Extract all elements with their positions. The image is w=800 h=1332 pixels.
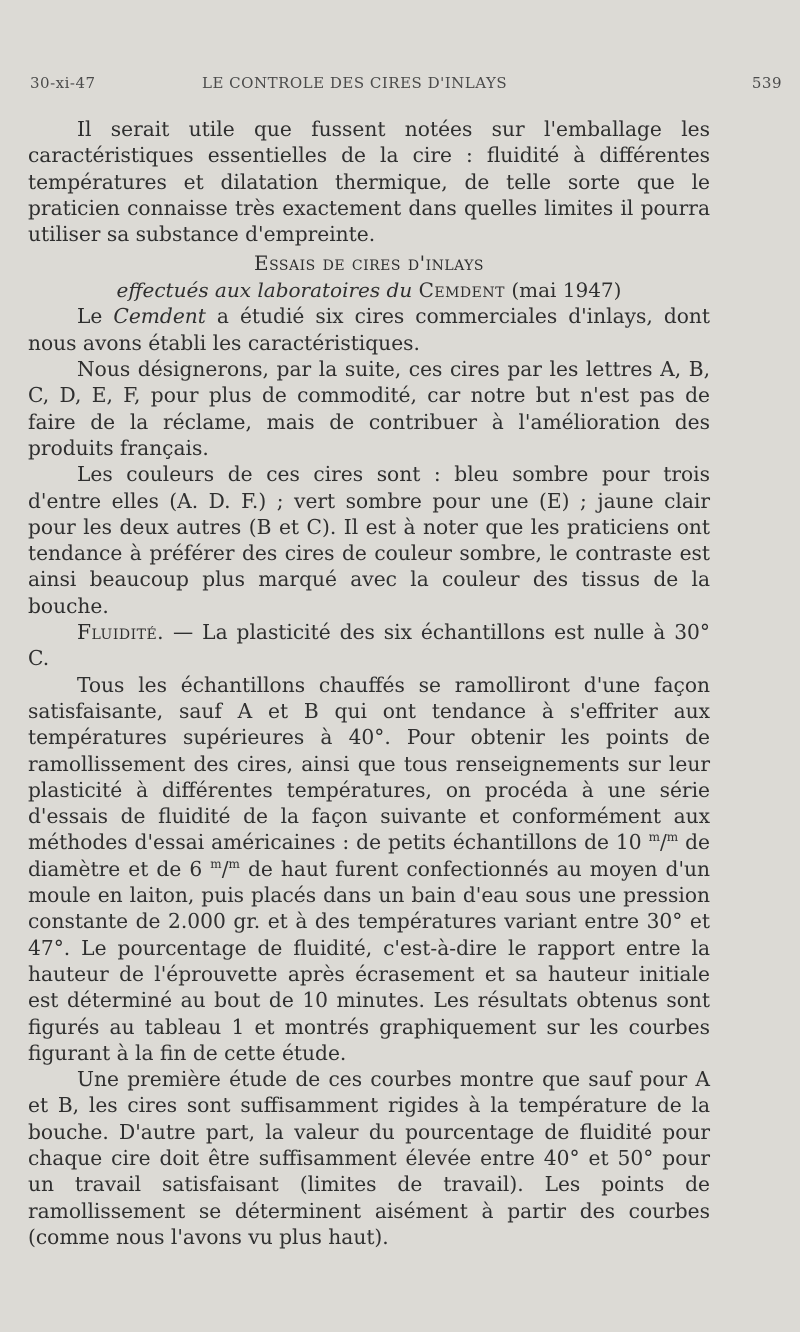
- unit-m-1: m: [648, 830, 660, 845]
- samples-text-c: de haut furent confectionnés au moyen d'un moule en laiton, puis placés dans un bain d'eau sous une pression constante de 2.000 gr. et à des températures variant entre 30° et 47°. Le pourcentage de fluidité, c'est-à-dire le rapport entre la hauteur de l'éprouvette après écrasement et sa hauteur initiale est déterminé au bout de 10 minutes. Les résultats obtenus sont figurés au tableau 1 et montrés graphiquement sur les courbes figurant à la fin de cette étude.: [28, 856, 710, 1065]
- fluidity-label: Fluidité.: [77, 620, 165, 645]
- section-subtitle-date: (mai 1947): [511, 277, 622, 302]
- paragraph-designation: Nous désignerons, par la suite, ces cires par les lettres A, B, C, D, E, F, pour plus de commodité, car notre but n'est pas de faire de la réclame, mais de contribuer à l'amélioration des produits français.: [28, 357, 710, 460]
- running-header: [30, 74, 782, 98]
- fluidity-text: — La plasticité des six échantillons est nulle à 30° C.: [28, 620, 710, 671]
- paragraph-cemdent-start: Le: [77, 304, 103, 329]
- paragraph-samples: [28, 672, 710, 1066]
- paragraph-intro: Il serait utile que fussent notées sur l'emballage les caractéristiques essentielles de la cire : fluidité à différentes températures et dilatation thermique, de telle sorte que le praticien connaisse très exactement dans quelles limites il pourra utiliser sa substance d'empreinte.: [28, 117, 710, 247]
- section-subtitle-lab: Cemdent: [418, 277, 505, 302]
- page-number: 539: [751, 74, 782, 92]
- section-heading: [28, 250, 710, 303]
- unit-m-3: m: [210, 856, 222, 871]
- paragraph-curves: Une première étude de ces courbes montre que sauf pour A et B, les cires sont suffisamment rigides à la température de la bouche. D'autre part, la valeur du pourcentage de fluidité pour chaque cire doit être suffisamment élevée entre 40° et 50° pour un travail satisfaisant (limites de travail). Les points de ramollissement se déterminent aisément à partir des courbes (comme nous l'avons vu plus haut).: [28, 1067, 710, 1249]
- paragraph-cemdent-rest: a étudié six cires commerciales d'inlays, dont nous avons établi les caractéristiques.: [28, 304, 711, 355]
- body-text: [28, 116, 710, 1250]
- section-title: Essais de cires d'inlays: [253, 251, 485, 276]
- unit-slash-2: /: [221, 856, 229, 881]
- unit-m-4: m: [228, 856, 240, 871]
- header-date: 30-xi-47: [30, 74, 96, 92]
- samples-text-a: Tous les échantillons chauffés se ramolliront d'une façon satisfaisante, sauf A et B qui ont tendance à s'effriter aux températures supérieures à 40°. Pour obtenir les points de ramollissement des cires, ainsi que tous renseignements sur leur plasticité à différentes températures, on procéda à une série d'essais de fluidité de la façon suivante et conformément aux méthodes d'essai américaines : de petits échantillons de 10: [28, 672, 710, 855]
- unit-m-2: m: [666, 830, 679, 845]
- paragraph-fluidity: [28, 619, 710, 672]
- header-title: LE CONTROLE DES CIRES D'INLAYS: [202, 74, 508, 92]
- unit-slash-1: /: [659, 830, 667, 855]
- paragraph-cemdent-name: Cemdent: [113, 304, 206, 329]
- section-heading-line1: [28, 250, 710, 277]
- samples-text-b: de diamètre et de 6: [28, 830, 710, 881]
- section-subtitle: effectués aux laboratoires du: [116, 277, 413, 302]
- section-heading-line2: [28, 277, 710, 304]
- paragraph-cemdent: [28, 303, 710, 356]
- paragraph-colors: Les couleurs de ces cires sont : bleu sombre pour trois d'entre elles (A. D. F.) ; vert sombre pour une (E) ; jaune clair pour les deux autres (B et C). Il est à noter que les praticiens ont tendance à préférer des cires de couleur sombre, le contraste est ainsi beaucoup plus marqué avec la couleur des tissus de la bouche.: [28, 462, 710, 618]
